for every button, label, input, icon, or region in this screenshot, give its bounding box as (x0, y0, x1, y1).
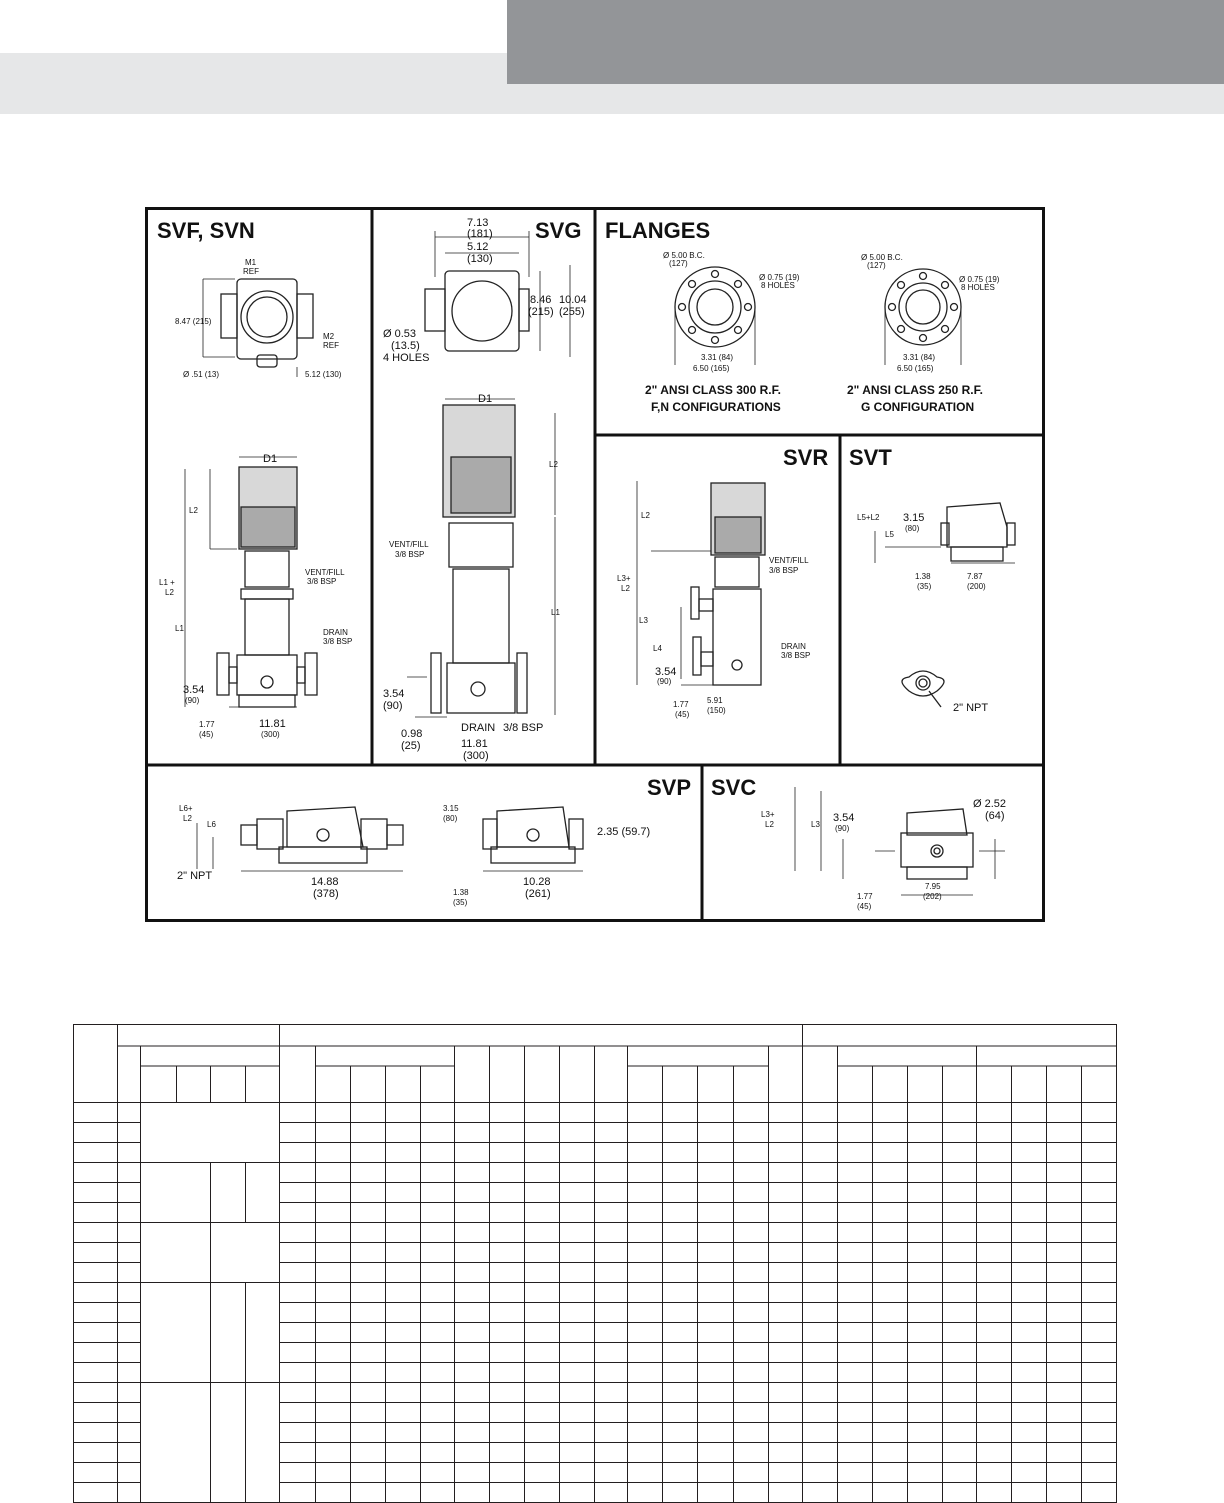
svg-base-mm: (25) (401, 740, 421, 752)
svp-base-mm: (35) (453, 898, 468, 907)
svp-base-in: 1.38 (453, 888, 469, 897)
flange-left-bc-mm: (127) (669, 259, 688, 268)
svg-width-mm: (300) (463, 750, 489, 762)
svt-height-in: 3.15 (903, 512, 925, 524)
svr-l4: L4 (653, 644, 662, 653)
svp-width1-in: 14.88 (311, 876, 339, 888)
panel-title-svf-svn: SVF, SVN (157, 218, 255, 243)
svf-d1: D1 (263, 453, 278, 465)
svp-side-dim: 2.35 (59.7) (597, 826, 651, 838)
svt-l5-l2: L5+L2 (857, 513, 880, 522)
flange-right-outer: 6.50 (165) (897, 364, 934, 373)
panel-svt (849, 445, 1015, 714)
svg-l2: L2 (549, 460, 558, 469)
svp-l6-plus-l2: L2 (183, 814, 192, 823)
svt-base-mm: (35) (917, 582, 932, 591)
svf-top-height: 8.47 (215) (175, 317, 212, 326)
svr-drain: DRAIN (781, 642, 806, 651)
flange-right-inner: 3.31 (84) (903, 353, 936, 362)
panel-svg (383, 217, 587, 762)
svg-w1-mm: (181) (467, 228, 493, 240)
svf-m2-ref: REF (323, 341, 339, 350)
svr-l3: L3 (639, 616, 648, 625)
flange-right-caption1: 2" ANSI CLASS 250 R.F. (847, 383, 983, 397)
svg-w2-in: 5.12 (467, 241, 489, 253)
svp-width2-mm: (261) (525, 888, 551, 900)
dimension-table-grid (73, 1024, 1117, 1503)
svr-height-mm: (90) (657, 677, 672, 686)
svg-l1: L1 (551, 608, 560, 617)
svc-l3: L3 (811, 820, 820, 829)
svc-base-in: 1.77 (857, 892, 873, 901)
svg-drain-size: 3/8 BSP (503, 722, 544, 734)
svt-npt: 2" NPT (953, 702, 989, 714)
svg-height-in: 3.54 (383, 688, 405, 700)
svg-h2-in: 10.04 (559, 294, 587, 306)
svr-l3-plus: L3+ (617, 574, 631, 583)
header-band-left (0, 53, 507, 114)
svr-vent-fill-size: 3/8 BSP (769, 566, 799, 575)
flange-left-caption1: 2" ANSI CLASS 300 R.F. (645, 383, 781, 397)
svg-vent-fill-size: 3/8 BSP (395, 550, 425, 559)
svc-height-in: 3.54 (833, 812, 855, 824)
svg-h1-mm: (215) (528, 306, 554, 318)
svg-holes: 4 HOLES (383, 352, 430, 364)
svc-l3-plus: L3+ (761, 810, 775, 819)
svf-vent-fill-size: 3/8 BSP (307, 577, 337, 586)
svr-l3-plus-l2: L2 (621, 584, 630, 593)
svc-base-mm: (45) (857, 902, 872, 911)
svp-width1-mm: (378) (313, 888, 339, 900)
flange-right-holes: 8 HOLES (961, 283, 995, 292)
svc-diameter-in: Ø 2.52 (973, 798, 1007, 810)
svc-diameter-mm: (64) (985, 810, 1005, 822)
svg-drain: DRAIN (461, 722, 496, 734)
svr-base-in: 1.77 (673, 700, 689, 709)
panel-title-svc: SVC (711, 775, 757, 800)
flange-left-bc: Ø 5.00 B.C. (663, 251, 705, 260)
flange-left-hole: Ø 0.75 (19) (759, 273, 800, 282)
svf-l1-plus: L1 + (159, 578, 175, 587)
panel-svc (711, 775, 1006, 911)
svc-width-in: 7.95 (925, 882, 941, 891)
svp-width2-in: 10.28 (523, 876, 551, 888)
svt-base-in: 1.38 (915, 572, 931, 581)
svg-w1-in: 7.13 (467, 217, 489, 229)
svg-h1-in: 8.46 (530, 294, 552, 306)
svp-l6: L6 (207, 820, 216, 829)
flange-right-bc: Ø 5.00 B.C. (861, 253, 903, 262)
svr-width-mm: (150) (707, 706, 726, 715)
flange-right-hole: Ø 0.75 (19) (959, 275, 1000, 284)
svg-hole-mm: (13.5) (391, 340, 420, 352)
panel-svf-svn (157, 218, 352, 739)
svp-l6-plus: L6+ (179, 804, 193, 813)
svf-width-mm: (300) (261, 730, 280, 739)
svg-h2-mm: (255) (559, 306, 585, 318)
svf-base-in: 1.77 (199, 720, 215, 729)
svr-height-in: 3.54 (655, 666, 677, 678)
flange-left-caption2: F,N CONFIGURATIONS (651, 400, 781, 414)
svf-base-mm: (45) (199, 730, 214, 739)
svf-top-hole: Ø .51 (13) (183, 370, 220, 379)
svf-m1-label: M1 (245, 258, 257, 267)
svc-l3-plus-l2: L2 (765, 820, 774, 829)
svg-d1: D1 (478, 393, 493, 405)
svf-drain-size: 3/8 BSP (323, 637, 353, 646)
panel-title-svt: SVT (849, 445, 892, 470)
svr-width-in: 5.91 (707, 696, 723, 705)
svt-width-in: 7.87 (967, 572, 983, 581)
dimension-drawings (145, 207, 1045, 922)
svr-base-mm: (45) (675, 710, 690, 719)
svf-l2: L2 (189, 506, 198, 515)
svf-m1-ref: REF (243, 267, 259, 276)
svg-width-in: 11.81 (461, 738, 488, 750)
svp-height-mm: (80) (443, 814, 458, 823)
svr-l2: L2 (641, 511, 650, 520)
flange-left-inner: 3.31 (84) (701, 353, 734, 362)
flange-left-outer: 6.50 (165) (693, 364, 730, 373)
flange-right-caption2: G CONFIGURATION (861, 400, 975, 414)
svg-hole-in: Ø 0.53 (383, 328, 417, 340)
panel-title-flanges: FLANGES (605, 218, 711, 243)
svf-top-width: 5.12 (130) (305, 370, 342, 379)
svc-width-mm: (202) (923, 892, 942, 901)
svt-height-mm: (80) (905, 524, 920, 533)
svf-drain: DRAIN (323, 628, 348, 637)
header-subtitle-band (507, 84, 1224, 114)
svp-npt: 2" NPT (177, 870, 213, 882)
panel-svr (617, 445, 828, 719)
flange-right-bc-mm: (127) (867, 261, 886, 270)
svr-vent-fill: VENT/FILL (769, 556, 809, 565)
svg-w2-mm: (130) (467, 253, 493, 265)
svt-l5: L5 (885, 530, 894, 539)
panel-svp (177, 775, 691, 907)
svf-l1-plus-l2: L2 (165, 588, 174, 597)
svg-base-in: 0.98 (401, 728, 423, 740)
svf-m2-label: M2 (323, 332, 335, 341)
svg-vent-fill: VENT/FILL (389, 540, 429, 549)
panel-flanges (605, 218, 1000, 414)
panel-title-svp: SVP (647, 775, 692, 800)
svf-height-in: 3.54 (183, 684, 205, 696)
header-title-bar (507, 0, 1224, 84)
flange-left-holes: 8 HOLES (761, 281, 795, 290)
svf-height-mm: (90) (185, 696, 200, 705)
svt-width-mm: (200) (967, 582, 986, 591)
svr-drain-size: 3/8 BSP (781, 651, 811, 660)
svf-vent-fill: VENT/FILL (305, 568, 345, 577)
svg-height-mm: (90) (383, 700, 403, 712)
svp-height-in: 3.15 (443, 804, 459, 813)
svc-height-mm: (90) (835, 824, 850, 833)
panel-title-svr: SVR (783, 445, 829, 470)
panel-title-svg: SVG (535, 218, 582, 243)
svf-width-in: 11.81 (259, 718, 286, 730)
svf-l1: L1 (175, 624, 184, 633)
